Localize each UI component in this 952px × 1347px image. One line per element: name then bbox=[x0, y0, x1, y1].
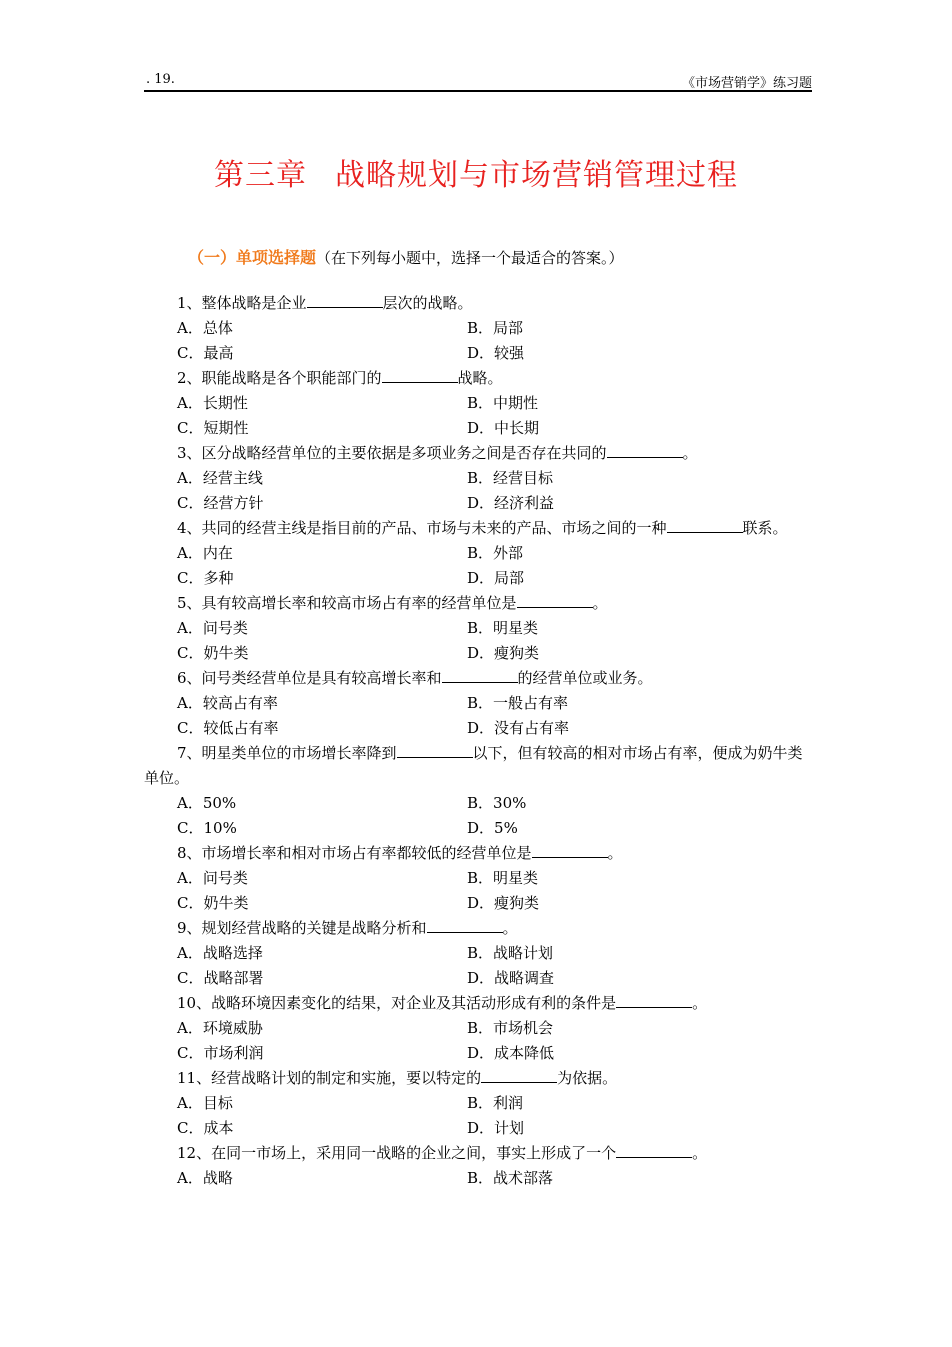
option-row bbox=[144, 416, 812, 441]
option-row bbox=[144, 1016, 812, 1041]
option-row bbox=[144, 616, 812, 641]
question-list bbox=[144, 291, 812, 1191]
answer-blank bbox=[427, 917, 503, 933]
option-row bbox=[144, 491, 812, 516]
answer-option: C．短期性 bbox=[177, 419, 249, 437]
question-stem: 4、共同的经营主线是指目前的产品、市场与未来的产品、市场之间的一种 bbox=[177, 519, 667, 537]
question-stem: 5、具有较高增长率和较高市场占有率的经营单位是 bbox=[177, 594, 517, 612]
chapter-number: 第三章 bbox=[214, 158, 307, 193]
answer-option: A．问号类 bbox=[177, 869, 248, 887]
answer-option: C．最高 bbox=[177, 344, 234, 362]
book-title: 《市场营销学》练习题 bbox=[681, 76, 812, 91]
answer-option: D．成本降低 bbox=[467, 1044, 555, 1062]
answer-blank bbox=[307, 292, 383, 308]
answer-option: C．奶牛类 bbox=[177, 894, 249, 912]
option-row bbox=[144, 1041, 812, 1066]
answer-blank bbox=[667, 517, 743, 533]
answer-option: B．战术部落 bbox=[467, 1169, 554, 1187]
option-row bbox=[144, 316, 812, 341]
answer-option: A．战略选择 bbox=[177, 944, 263, 962]
option-row bbox=[144, 341, 812, 366]
answer-option: B．中期性 bbox=[467, 394, 539, 412]
answer-option: A．较高占有率 bbox=[177, 694, 278, 712]
answer-blank bbox=[382, 367, 458, 383]
answer-option: B．战略计划 bbox=[467, 944, 554, 962]
question-stem: 2、职能战略是各个职能部门的 bbox=[177, 369, 382, 387]
answer-option: A．50% bbox=[177, 794, 237, 812]
answer-option: B．利润 bbox=[467, 1094, 524, 1112]
answer-option: C．战略部署 bbox=[177, 969, 264, 987]
question-text bbox=[144, 666, 812, 691]
answer-blank bbox=[616, 992, 692, 1008]
answer-option: B．外部 bbox=[467, 544, 524, 562]
question-stem: 7、明星类单位的市场增长率降到 bbox=[177, 744, 397, 762]
question-text bbox=[144, 741, 812, 791]
answer-option: C．多种 bbox=[177, 569, 234, 587]
answer-option: A．问号类 bbox=[177, 619, 248, 637]
question-text bbox=[144, 291, 812, 316]
answer-option: A．内在 bbox=[177, 544, 233, 562]
option-row bbox=[144, 466, 812, 491]
option-row bbox=[144, 1116, 812, 1141]
answer-option: D．局部 bbox=[467, 569, 525, 587]
section-heading bbox=[188, 245, 624, 268]
answer-option: D．瘦狗类 bbox=[467, 894, 540, 912]
option-row bbox=[144, 566, 812, 591]
answer-option: D．经济利益 bbox=[467, 494, 555, 512]
option-row bbox=[144, 1091, 812, 1116]
question-tail: 。 bbox=[682, 444, 698, 462]
page-number: . 19. bbox=[146, 72, 175, 87]
answer-option: B．一般占有率 bbox=[467, 694, 569, 712]
question-tail: 以下，但有较高的相对市场占有率，便成为奶牛类单位。 bbox=[144, 744, 803, 787]
question-tail: 。 bbox=[692, 994, 708, 1012]
answer-blank bbox=[532, 842, 608, 858]
question-stem: 9、规划经营战略的关键是战略分析和 bbox=[177, 919, 427, 937]
question-tail: 。 bbox=[592, 594, 608, 612]
answer-option: A．长期性 bbox=[177, 394, 248, 412]
question-text bbox=[144, 916, 812, 941]
answer-option: A．战略 bbox=[177, 1169, 233, 1187]
answer-option: B．市场机会 bbox=[467, 1019, 554, 1037]
option-row bbox=[144, 891, 812, 916]
answer-option: B．30% bbox=[467, 794, 527, 812]
answer-option: A．总体 bbox=[177, 319, 233, 337]
question-tail: 联系。 bbox=[742, 519, 788, 537]
option-row bbox=[144, 391, 812, 416]
option-row bbox=[144, 816, 812, 841]
option-row bbox=[144, 791, 812, 816]
option-row bbox=[144, 716, 812, 741]
question-stem: 11、经营战略计划的制定和实施，要以特定的 bbox=[177, 1069, 482, 1087]
answer-blank bbox=[442, 667, 518, 683]
answer-option: C．经营方针 bbox=[177, 494, 264, 512]
question-text bbox=[144, 991, 812, 1016]
answer-option: C．市场利润 bbox=[177, 1044, 264, 1062]
option-row bbox=[144, 691, 812, 716]
option-row bbox=[144, 966, 812, 991]
question-tail: 。 bbox=[502, 919, 518, 937]
question-text bbox=[144, 441, 812, 466]
question-text bbox=[144, 516, 812, 541]
question-tail: 。 bbox=[692, 1144, 708, 1162]
option-row bbox=[144, 541, 812, 566]
question-tail: 层次的战略。 bbox=[382, 294, 473, 312]
page-header bbox=[144, 72, 812, 92]
answer-blank bbox=[481, 1067, 557, 1083]
answer-option: C．奶牛类 bbox=[177, 644, 249, 662]
option-row bbox=[144, 1166, 812, 1191]
answer-option: C．较低占有率 bbox=[177, 719, 279, 737]
question-text bbox=[144, 1066, 812, 1091]
question-stem: 10、战略环境因素变化的结果，对企业及其活动形成有利的条件是 bbox=[177, 994, 617, 1012]
option-row bbox=[144, 866, 812, 891]
answer-option: D．瘦狗类 bbox=[467, 644, 540, 662]
section-title: （一）单项选择题 bbox=[188, 248, 317, 267]
answer-option: C．10% bbox=[177, 819, 237, 837]
answer-blank bbox=[517, 592, 593, 608]
question-tail: 。 bbox=[607, 844, 623, 862]
answer-option: D．没有占有率 bbox=[467, 719, 570, 737]
chapter-name: 战略规划与市场营销管理过程 bbox=[335, 158, 738, 193]
answer-option: C．成本 bbox=[177, 1119, 234, 1137]
answer-option: B．经营目标 bbox=[467, 469, 554, 487]
answer-option: B．明星类 bbox=[467, 869, 539, 887]
section-note: （在下列每小题中，选择一个最适合的答案。） bbox=[316, 249, 624, 267]
answer-blank bbox=[616, 1142, 692, 1158]
answer-blank bbox=[397, 742, 473, 758]
question-text bbox=[144, 1141, 812, 1166]
question-stem: 8、市场增长率和相对市场占有率都较低的经营单位是 bbox=[177, 844, 532, 862]
question-text bbox=[144, 366, 812, 391]
question-text bbox=[144, 591, 812, 616]
answer-option: A．经营主线 bbox=[177, 469, 263, 487]
question-text bbox=[144, 841, 812, 866]
question-stem: 3、区分战略经营单位的主要依据是多项业务之间是否存在共同的 bbox=[177, 444, 607, 462]
question-tail: 为依据。 bbox=[557, 1069, 618, 1087]
option-row bbox=[144, 641, 812, 666]
question-tail: 的经营单位或业务。 bbox=[517, 669, 653, 687]
answer-option: D．较强 bbox=[467, 344, 525, 362]
answer-option: D．中长期 bbox=[467, 419, 540, 437]
question-stem: 6、问号类经营单位是具有较高增长率和 bbox=[177, 669, 442, 687]
answer-option: D．计划 bbox=[467, 1119, 525, 1137]
chapter-title bbox=[0, 150, 952, 194]
answer-option: D．战略调查 bbox=[467, 969, 555, 987]
answer-option: A．环境威胁 bbox=[177, 1019, 263, 1037]
answer-option: B．明星类 bbox=[467, 619, 539, 637]
question-stem: 12、在同一市场上，采用同一战略的企业之间，事实上形成了一个 bbox=[177, 1144, 617, 1162]
answer-blank bbox=[607, 442, 683, 458]
answer-option: A．目标 bbox=[177, 1094, 233, 1112]
answer-option: B．局部 bbox=[467, 319, 524, 337]
question-tail: 战略。 bbox=[457, 369, 503, 387]
question-stem: 1、整体战略是企业 bbox=[177, 294, 307, 312]
answer-option: D．5% bbox=[467, 819, 518, 837]
option-row bbox=[144, 941, 812, 966]
